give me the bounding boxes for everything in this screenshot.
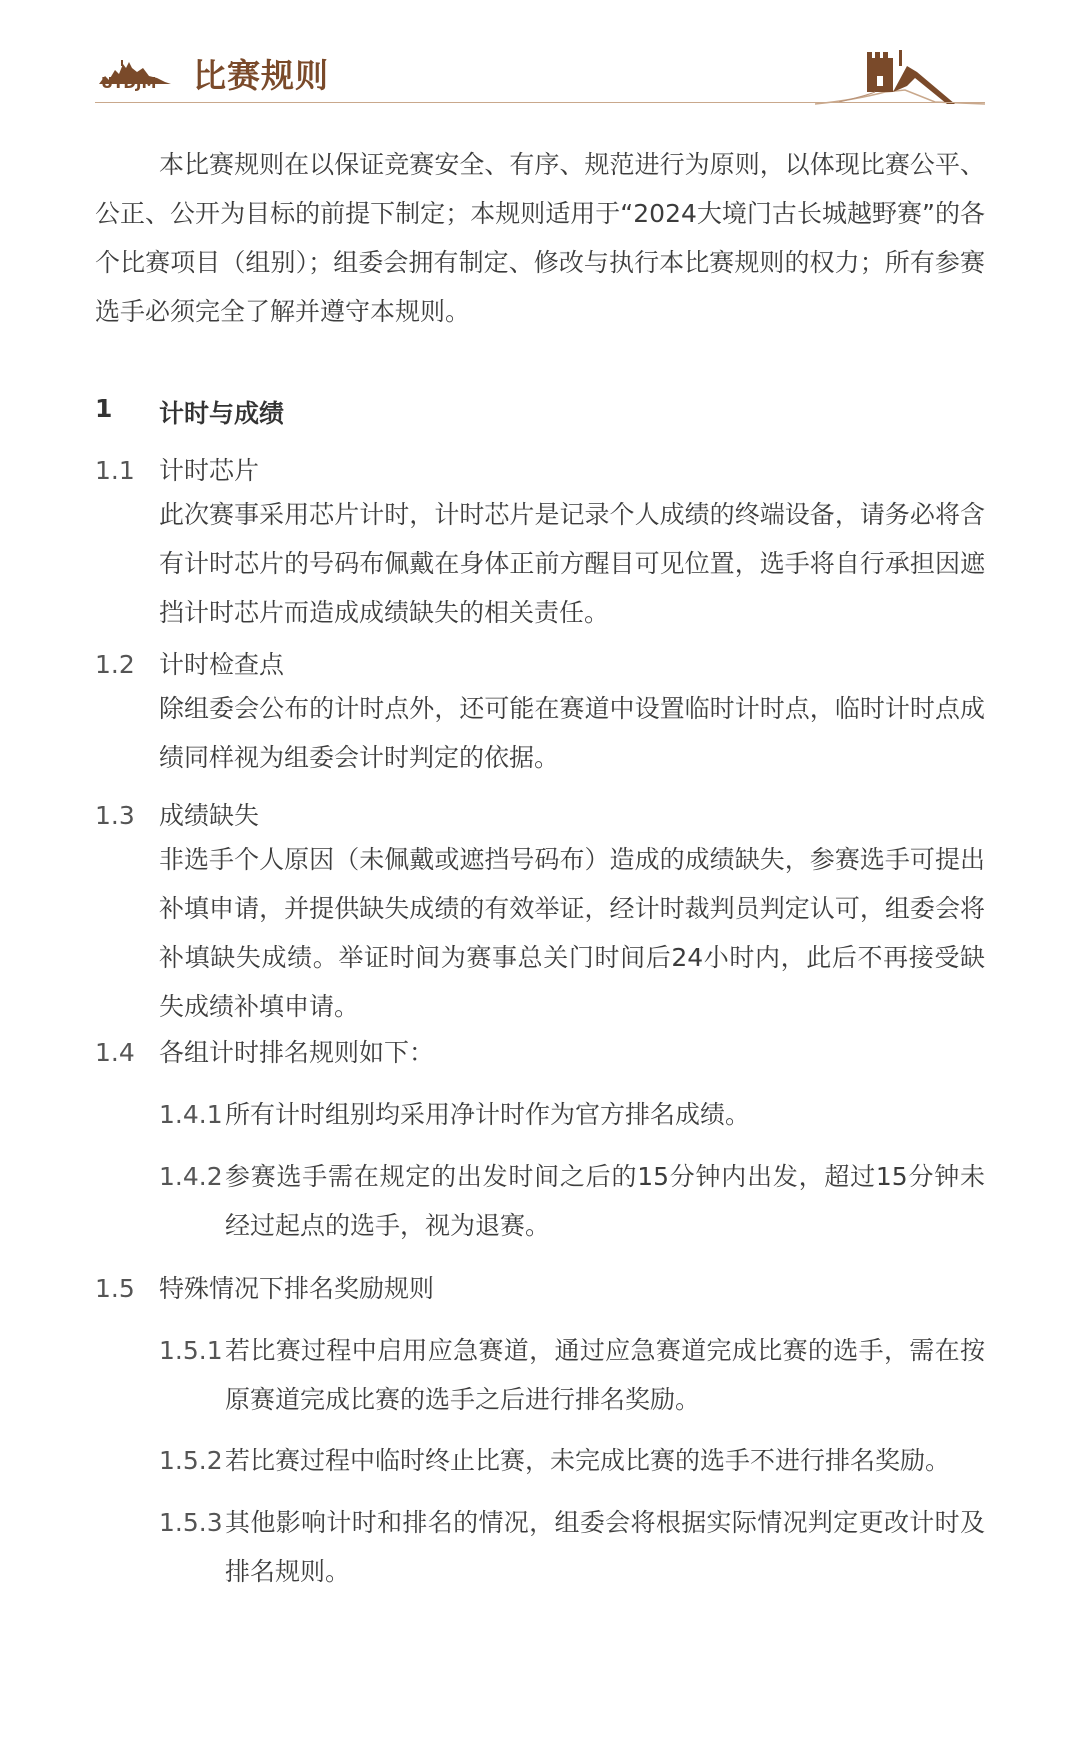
- item-number: 1.5.3: [159, 1508, 223, 1537]
- item-text: 参赛选手需在规定的出发时间之后的15分钟内出发，超过15分钟未经过起点的选手，视为退赛。: [225, 1162, 985, 1240]
- subsection-number: 1.1: [95, 456, 135, 485]
- item-number: 1.5.1: [159, 1336, 223, 1365]
- section-1-number: 1: [95, 394, 113, 423]
- subsection-number: 1.3: [95, 801, 135, 830]
- subsection-title: 计时芯片: [159, 456, 260, 485]
- item-number: 1.4.1: [159, 1100, 223, 1129]
- section-1-title: 计时与成绩: [159, 399, 285, 428]
- item-text: 所有计时组别均采用净计时作为官方排名成绩。: [225, 1100, 751, 1129]
- page-title: 比赛规则: [193, 56, 329, 95]
- item-number: 1.5.2: [159, 1446, 223, 1475]
- page-header: [95, 40, 985, 110]
- subsection-title: 成绩缺失: [159, 801, 260, 830]
- subsection-number: 1.4: [95, 1038, 135, 1067]
- rules-content: [95, 140, 985, 1586]
- subsection-number: 1.5: [95, 1274, 135, 1303]
- item-text: 若比赛过程中临时终止比赛，未完成比赛的选手不进行排名奖励。: [225, 1446, 951, 1475]
- logo-text: UTDJM: [101, 74, 157, 92]
- subsection-number: 1.2: [95, 650, 135, 679]
- great-wall-illustration: [815, 42, 985, 108]
- subsection-body: 除组委会公布的计时点外，还可能在赛道中设置临时计时点，临时计时点成绩同样视为组委会计时判定的依据。: [159, 694, 985, 772]
- subsection-title: 特殊情况下排名奖励规则: [159, 1274, 435, 1303]
- item-text: 若比赛过程中启用应急赛道，通过应急赛道完成比赛的选手，需在按原赛道完成比赛的选手之后进行排名奖励。: [225, 1336, 985, 1414]
- subsection-body: 此次赛事采用芯片计时，计时芯片是记录个人成绩的终端设备，请务必将含有计时芯片的号码布佩戴在身体正前方醒目可见位置，选手将自行承担因遮挡计时芯片而造成成绩缺失的相关责任。: [159, 500, 985, 627]
- header-divider: [95, 102, 985, 103]
- subsection-title: 各组计时排名规则如下：: [159, 1038, 435, 1067]
- item-number: 1.4.2: [159, 1162, 223, 1191]
- subsection-body: 非选手个人原因（未佩戴或遮挡号码布）造成的成绩缺失，参赛选手可提出补填申请，并提供缺失成绩的有效举证，经计时裁判员判定认可，组委会将补填缺失成绩。举证时间为赛事总关门时间后24小时内，此后不再接受缺失成绩补填申请。: [159, 845, 985, 1021]
- subsection-title: 计时检查点: [159, 650, 285, 679]
- intro-paragraph: 本比赛规则在以保证竞赛安全、有序、规范进行为原则，以体现比赛公平、公正、公开为目标的前提下制定；本规则适用于“2024大境门古长城越野赛”的各个比赛项目（组别）；组委会拥有制定、修改与执行本比赛规则的权力；所有参赛选手必须完全了解并遵守本规则。: [95, 150, 985, 326]
- item-text: 其他影响计时和排名的情况，组委会将根据实际情况判定更改计时及排名规则。: [225, 1508, 985, 1586]
